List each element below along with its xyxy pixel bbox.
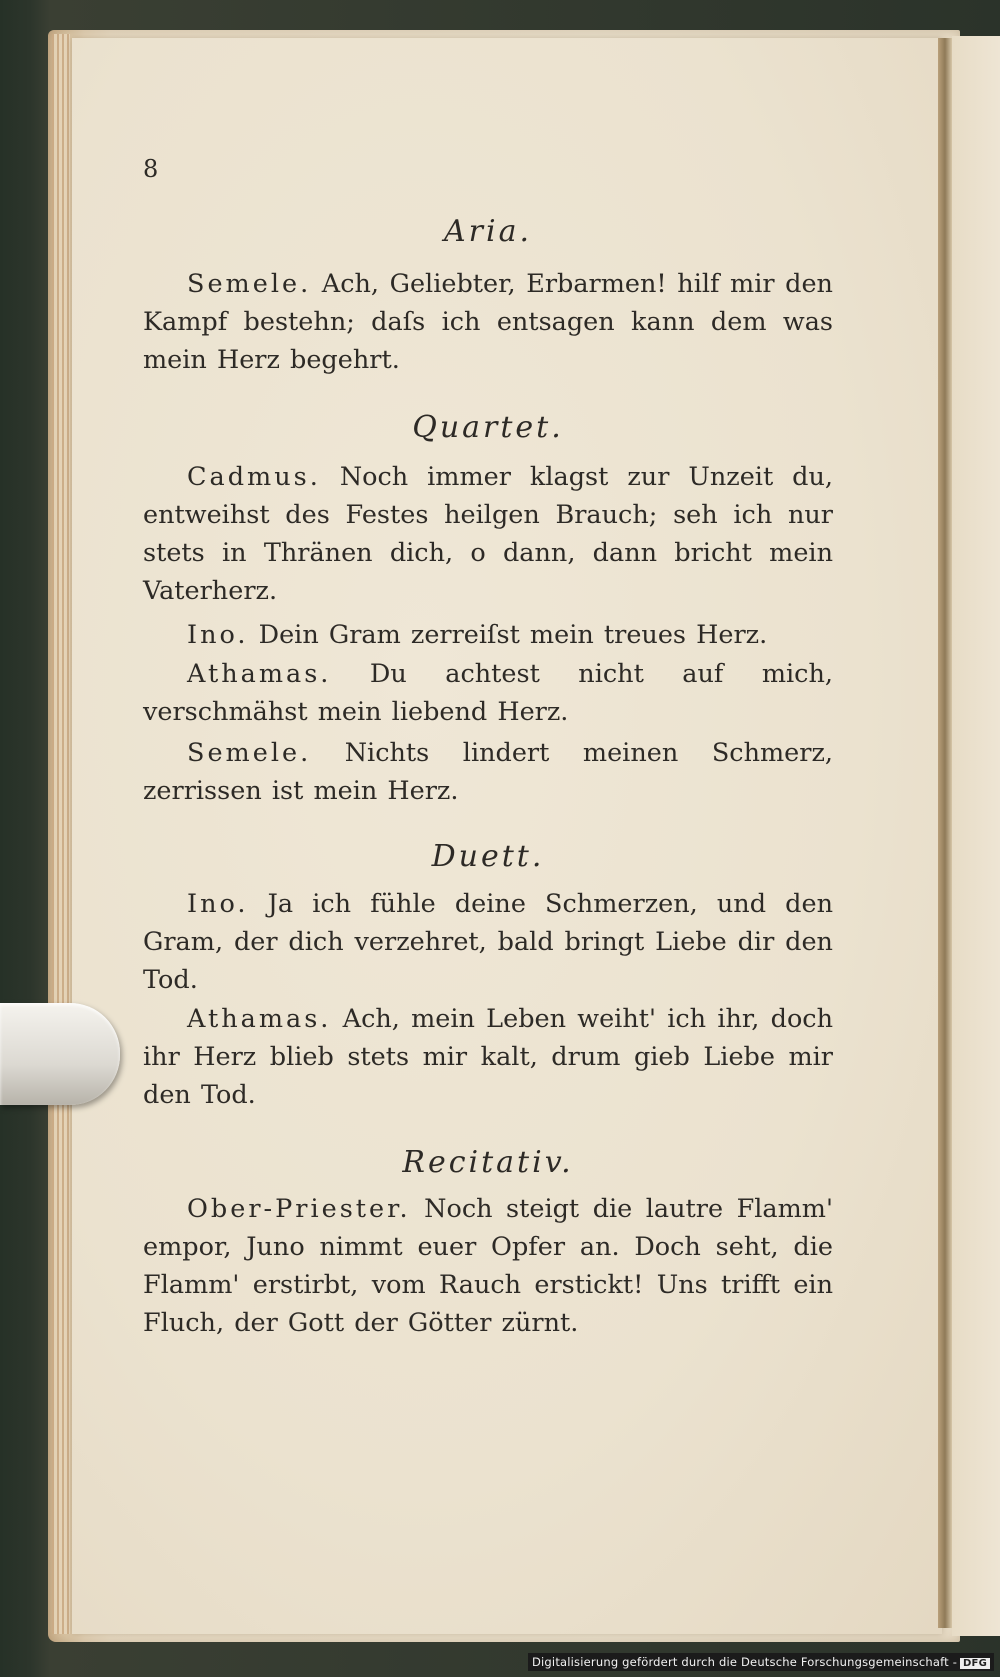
line-text: Nichts lindert meinen Schmerz, zerrissen ist mein Herz.: [143, 738, 833, 806]
paragraph: [143, 655, 833, 731]
line-text: Ach, Geliebter, Erbarmen! hilf mir den Kampf bestehn; daſs ich entsagen kann dem was mein Herz begehrt.: [143, 269, 833, 375]
dfg-logo: DFG: [960, 1658, 990, 1669]
heading-recitativ: Recitativ.: [402, 1145, 574, 1180]
speaker-name: Ino.: [187, 889, 249, 919]
speaker-name: Athamas.: [187, 1004, 332, 1034]
page-number: 8: [143, 155, 159, 183]
line-text: Dein Gram zerreiſst mein treues Herz.: [258, 620, 768, 650]
book-gutter: [938, 38, 952, 1628]
facing-page-edge: [952, 36, 1000, 1636]
heading-quartet: Quartet.: [412, 410, 564, 445]
line-text: Noch steigt die lautre Flamm' empor, Juno nimmt euer Opfer an. Doch seht, die Flamm' erstirbt, vom Rauch erstickt! Uns trifft ein Fluch, der Gott der Götter zürnt.: [143, 1194, 834, 1338]
digitization-credit: [528, 1653, 994, 1671]
line-text: Noch immer klagst zur Unzeit du, entweihst des Festes heilgen Brauch; seh ich nur stets in Thränen dich, o dann, dann bricht mein Vaterherz.: [143, 462, 834, 606]
line-text: Ach, mein Leben weiht' ich ihr, doch ihr Herz blieb stets mir kalt, drum gieb Liebe mir den Tod.: [143, 1004, 834, 1110]
speaker-name: Athamas.: [187, 659, 332, 689]
page-edges: [52, 34, 70, 1634]
line-text: Ja ich fühle deine Schmerzen, und den Gram, der dich verzehret, bald bringt Liebe dir den Tod.: [143, 889, 834, 995]
speaker-name: Cadmus.: [187, 462, 321, 492]
paragraph: [143, 616, 833, 654]
paragraph: [143, 885, 833, 999]
speaker-name: Semele.: [187, 269, 312, 299]
paragraph: [143, 458, 833, 610]
heading-aria: Aria.: [443, 214, 533, 249]
line-text: Du achtest nicht auf mich, verschmähst mein liebend Herz.: [143, 659, 833, 727]
paragraph: [143, 265, 833, 379]
speaker-name: Ober-Priester.: [187, 1194, 411, 1224]
bookmark-tab: [0, 1003, 120, 1105]
heading-duett: Duett.: [431, 839, 545, 874]
credit-text: Digitalisierung gefördert durch die Deutsche Forschungsgemeinschaft -: [531, 1655, 958, 1669]
paragraph: [143, 1190, 833, 1342]
paragraph: [143, 734, 833, 810]
paragraph: [143, 1000, 833, 1114]
speaker-name: Ino.: [187, 620, 249, 650]
speaker-name: Semele.: [187, 738, 312, 768]
